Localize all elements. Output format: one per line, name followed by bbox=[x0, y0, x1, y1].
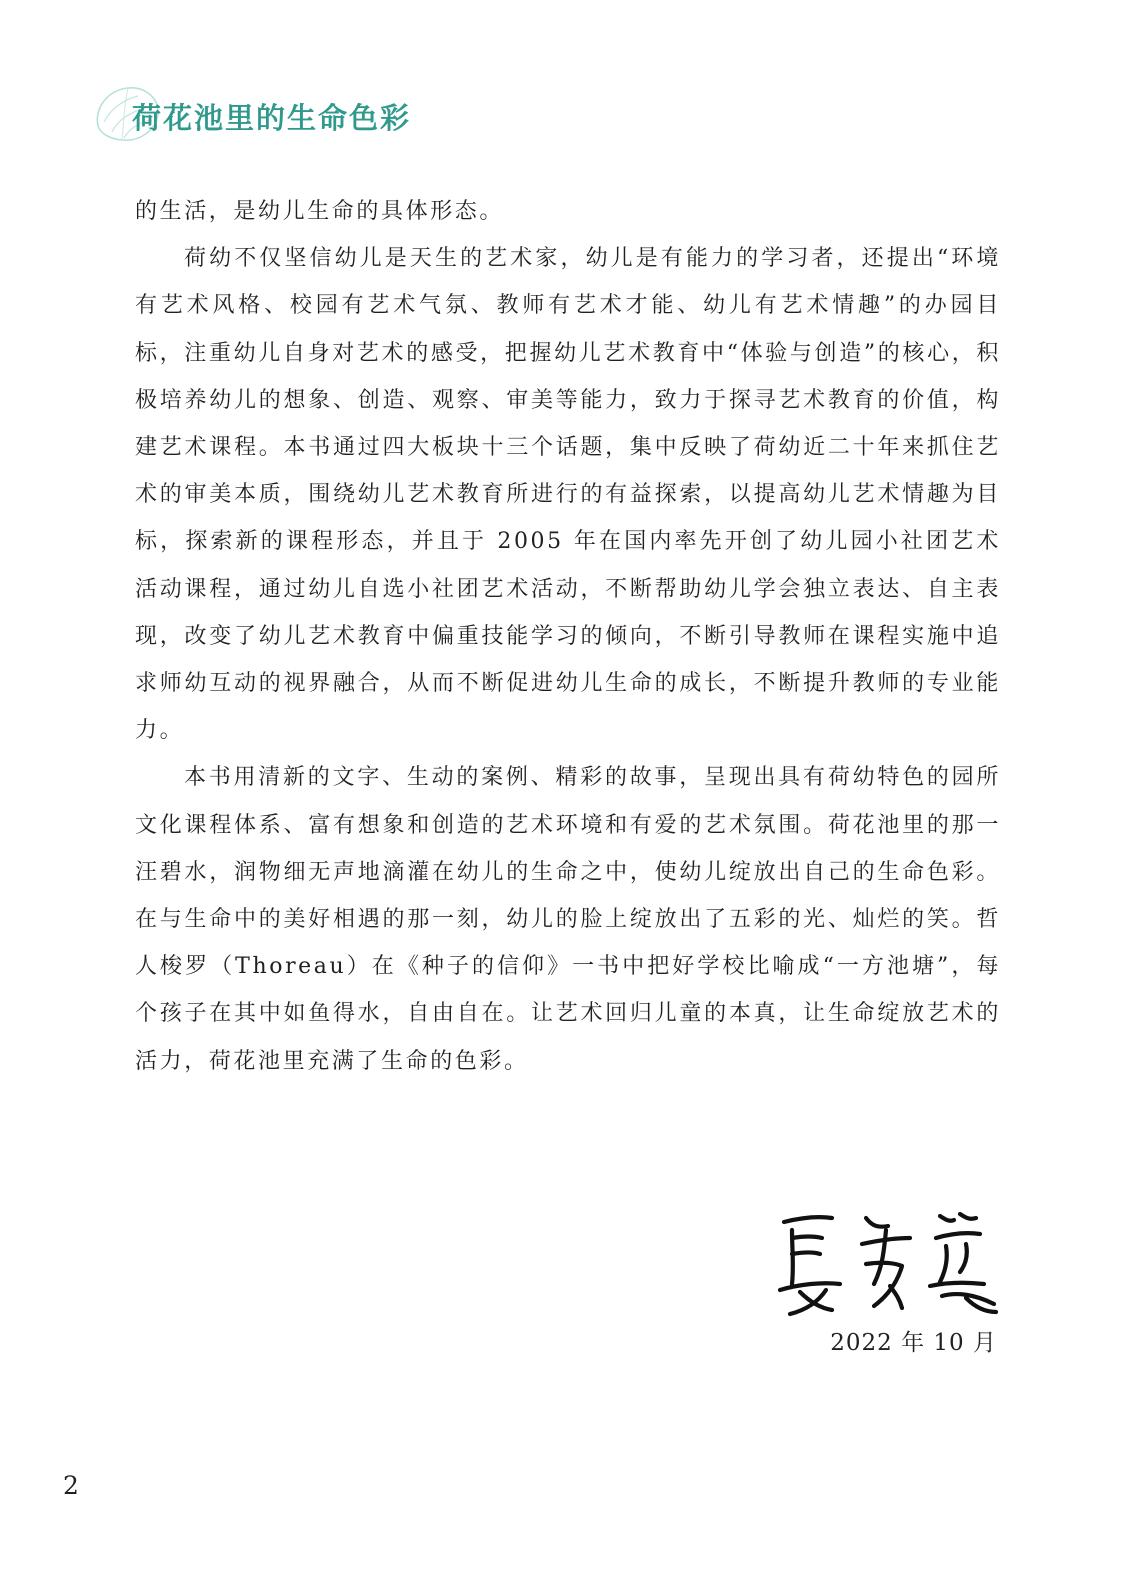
handwritten-signature bbox=[770, 1208, 1002, 1320]
running-header-title: 荷花池里的生命色彩 bbox=[132, 101, 412, 135]
running-header bbox=[90, 82, 510, 152]
paragraph-1: 的生活，是幼儿生命的具体形态。 bbox=[135, 199, 505, 224]
page-number: 2 bbox=[63, 1471, 79, 1500]
paragraph-2: 荷幼不仅坚信幼儿是天生的艺术家，幼儿是有能力的学习者，还提出“环境有艺术风格、校园有艺术气氛、教师有艺术才能、幼儿有艺术情趣”的办园目标，注重幼儿自身对艺术的感受，把握幼儿艺术教育中“体验与创造”的核心，积极培养幼儿的想象、创造、观察、审美等能力，致力于探寻艺术教育的价值，构建艺术课程。本书通过四大板块十三个话题，集中反映了荷幼近二十年来抓住艺术的审美本质，围绕幼儿艺术教育所进行的有益探索，以提高幼儿艺术情趣为目标，探索新的课程形态，并且于 2005 年在国内率先开创了幼儿园小社团艺术活动课程，通过幼儿自选小社团艺术活动，不断帮助幼儿学会独立表达、自主表现，改变了幼儿艺术教育中偏重技能学习的倾向，不断引导教师在课程实施中追求师幼互动的视界融合，从而不断促进幼儿生命的成长，不断提升教师的专业能力。 bbox=[135, 246, 1001, 744]
paragraph-3: 本书用清新的文字、生动的案例、精彩的故事，呈现出具有荷幼特色的园所文化课程体系、富有想象和创造的艺术环境和有爱的艺术氛围。荷花池里的那一汪碧水，润物细无声地滴灌在幼儿的生命之中，使幼儿绽放出自己的生命色彩。在与生命中的美好相遇的那一刻，幼儿的脸上绽放出了五彩的光、灿烂的笑。哲人梭罗（Thoreau）在《种子的信仰》一书中把好学校比喻成“一方池塘”，每个孩子在其中如鱼得水，自由自在。让艺术回归儿童的本真，让生命绽放艺术的活力，荷花池里充满了生命的色彩。 bbox=[135, 765, 1001, 1074]
body-text bbox=[135, 188, 1001, 1085]
signature-date: 2022 年 10 月 bbox=[830, 1330, 997, 1356]
